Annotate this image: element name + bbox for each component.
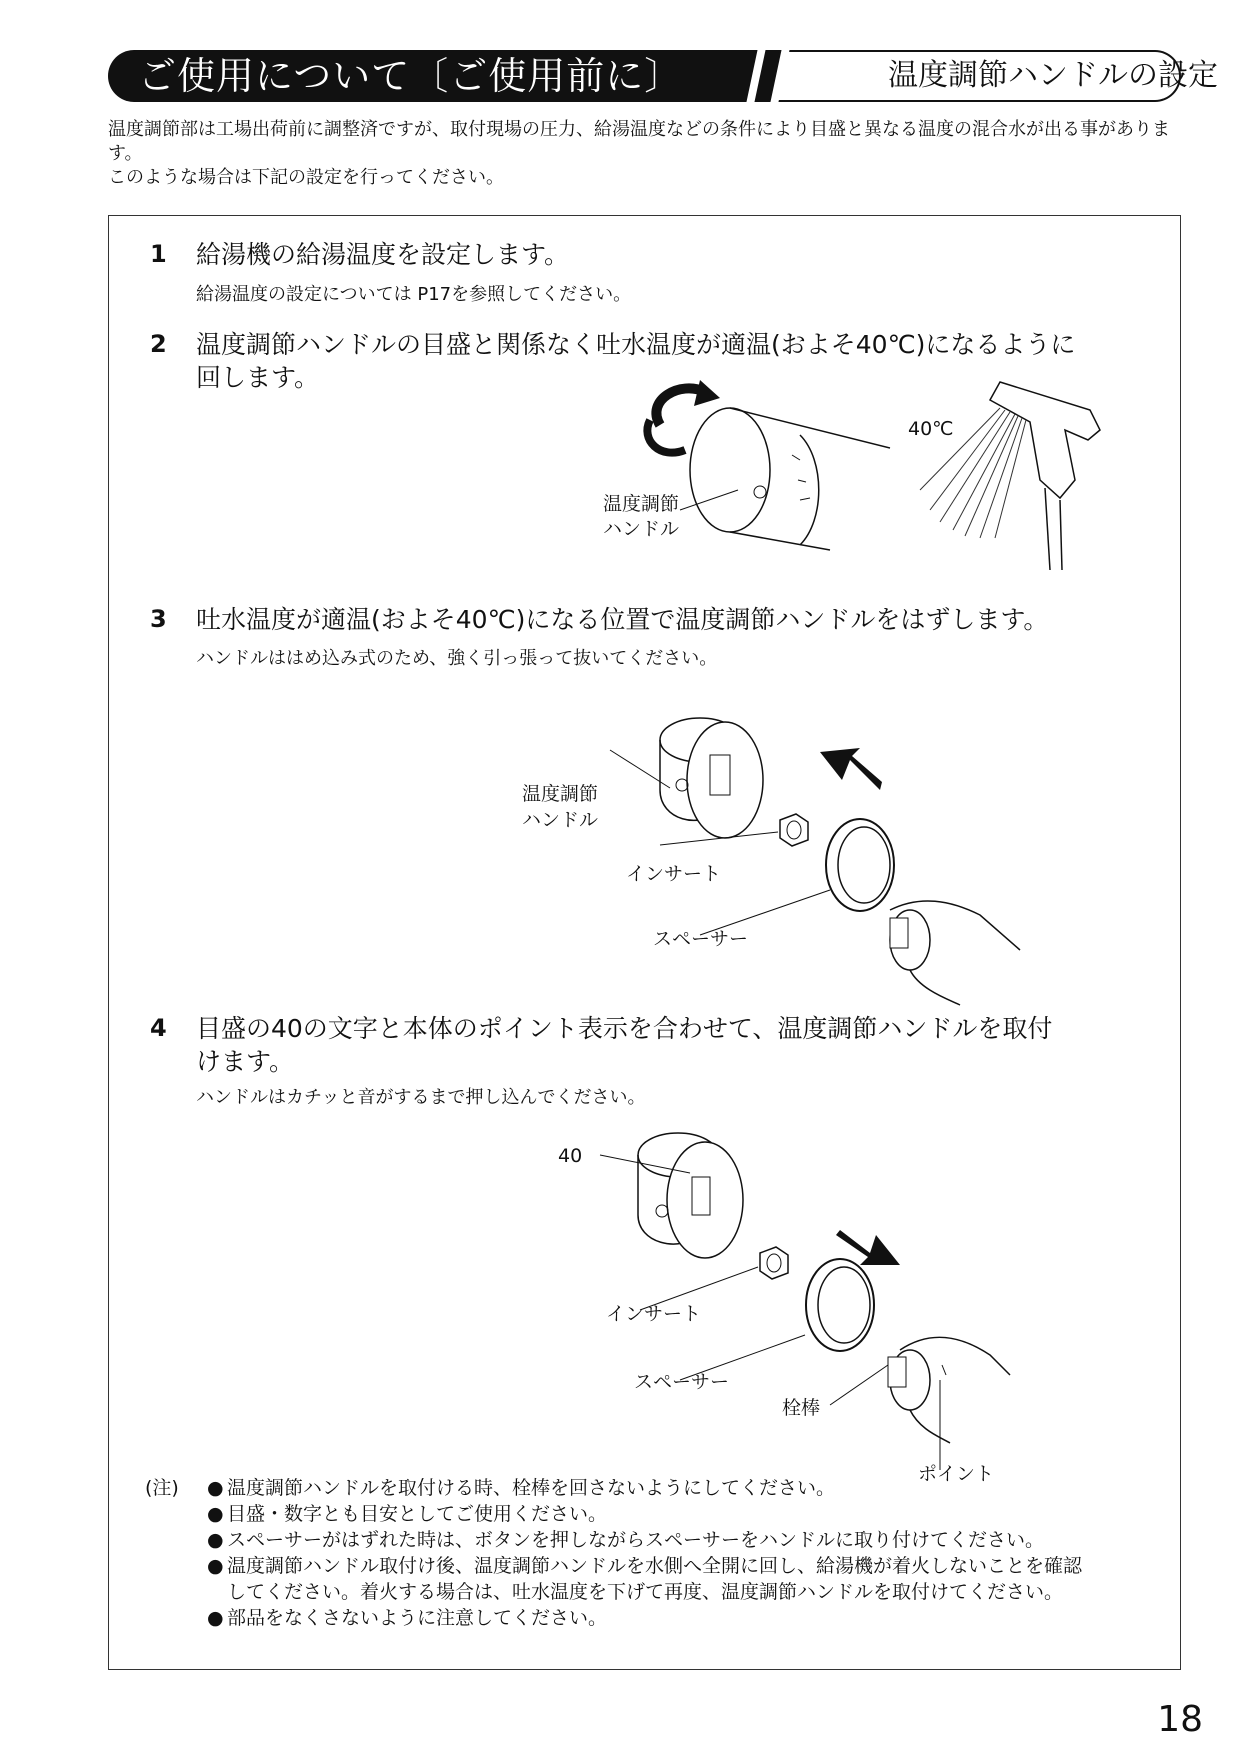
note-item: ● 温度調節ハンドルを取付ける時、栓棒を回さないようにしてください。 (207, 1475, 1087, 1501)
note-item: ● 目盛・数字とも目安としてご使用ください。 (207, 1501, 1087, 1527)
intro-text (108, 118, 1188, 190)
handle-label-line-1: 温度調節 (603, 493, 680, 515)
handle-label-line-2: ハンドル (522, 809, 599, 831)
point-mark-icon (942, 1365, 946, 1375)
step-1-subtext: 給湯温度の設定については P17を参照してください。 (196, 284, 632, 305)
temperature-label: 40℃ (908, 418, 954, 440)
spindle-icon (888, 1357, 906, 1387)
spacer-icon (806, 1259, 874, 1351)
step-3-subtext: ハンドルははめ込み式のため、強く引っ張って抜いてください。 (196, 648, 718, 669)
shower-head-icon (990, 382, 1100, 498)
page-number: 18 (1157, 1699, 1203, 1740)
spacer-icon (826, 819, 894, 911)
header-subtitle: 温度調節ハンドルの設定 (768, 50, 1181, 102)
note-item: ● 温度調節ハンドル取付け後、温度調節ハンドルを水側へ全開に回し、給湯機が着火しないことを確認してください。着火する場合は、吐水温度を下げて再度、温度調節ハンドルを取付けてください。 (207, 1553, 1087, 1605)
insert-icon (780, 814, 808, 846)
handle-label-line-1: 温度調節 (522, 783, 599, 805)
step-number: 4 (150, 1014, 167, 1042)
notes-head: (注) (145, 1477, 179, 1499)
step-text: 温度調節ハンドルの目盛と関係なく吐水温度が適温(およそ40℃)になるように回します。 (196, 330, 1076, 392)
step-number: 2 (150, 330, 167, 358)
step-4-subtext: ハンドルはカチッと音がするまで押し込んでください。 (196, 1087, 646, 1108)
handle-label-line-2: ハンドル (603, 518, 680, 540)
step-number: 3 (150, 605, 167, 633)
step-text: 目盛の40の文字と本体のポイント表示を合わせて、温度調節ハンドルを取付けます。 (196, 1014, 1053, 1076)
handle-cylinder (667, 1142, 743, 1258)
spacer-label: スペーサー (634, 1371, 730, 1393)
handle-cylinder (687, 722, 763, 838)
mark-40-label: 40 (558, 1145, 583, 1167)
remove-handle-illustration (620, 690, 1040, 1010)
rotate-handle-illustration (620, 370, 1120, 590)
intro-line-1: 温度調節部は工場出荷前に調整済ですが、取付現場の圧力、給湯温度などの条件により目盛と異なる温度の混合水が出る事があります。 (108, 119, 1170, 164)
handle-cylinder (690, 408, 770, 532)
insert-label: インサート (626, 863, 722, 885)
point-label: ポイント (918, 1463, 995, 1485)
page-header (108, 50, 1218, 102)
note-item: ● 部品をなくさないように注意してください。 (207, 1605, 1087, 1631)
insert-label: インサート (606, 1303, 702, 1325)
step-text: 給湯機の給湯温度を設定します。 (196, 240, 570, 269)
insert-icon (760, 1247, 788, 1279)
step-text: 吐水温度が適温(およそ40℃)になる位置で温度調節ハンドルをはずします。 (196, 605, 1049, 634)
arrow-icon (820, 748, 882, 790)
step-number: 1 (150, 240, 167, 268)
notes-list (207, 1475, 1087, 1631)
spacer-label: スペーサー (653, 928, 749, 950)
note-item: ● スペーサーがはずれた時は、ボタンを押しながらスペーサーをハンドルに取り付けてください。 (207, 1527, 1087, 1553)
spindle-label: 栓棒 (782, 1397, 821, 1419)
intro-line-2: このような場合は下記の設定を行ってください。 (108, 167, 504, 188)
header-title: ご使用について〔ご使用前に〕 (108, 50, 768, 102)
